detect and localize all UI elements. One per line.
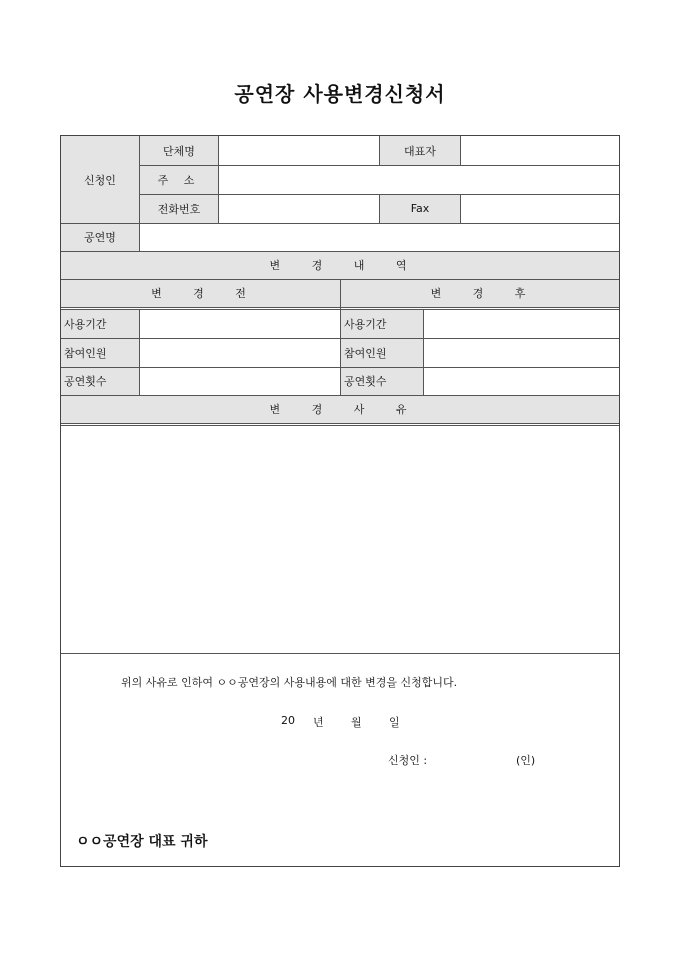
grid-line bbox=[139, 165, 619, 166]
after-row-label: 공연횟수 bbox=[341, 367, 423, 395]
date-year: 년 bbox=[313, 716, 324, 729]
address-field[interactable] bbox=[219, 165, 619, 194]
org-name-field[interactable] bbox=[219, 136, 379, 165]
before-period-field[interactable] bbox=[140, 310, 340, 338]
grid-line bbox=[460, 194, 461, 223]
phone-field[interactable] bbox=[219, 194, 379, 223]
reason-header: 변 경 사 유 bbox=[61, 395, 619, 423]
grid-line bbox=[340, 279, 341, 395]
phone-label: 전화번호 bbox=[140, 194, 218, 223]
grid-line bbox=[61, 395, 619, 396]
before-row-label: 공연횟수 bbox=[61, 367, 139, 395]
reason-field[interactable] bbox=[61, 426, 619, 653]
seal-mark: (인) bbox=[516, 754, 536, 767]
after-count-field[interactable] bbox=[424, 367, 619, 395]
grid-line bbox=[61, 223, 619, 224]
document-title: 공연장 사용변경신청서 bbox=[234, 82, 446, 106]
fax-label: Fax bbox=[380, 194, 460, 223]
signature-label: 신청인 : bbox=[388, 754, 428, 767]
org-name-label: 단체명 bbox=[140, 136, 218, 165]
date-year-prefix: 20 bbox=[281, 714, 295, 727]
grid-line bbox=[379, 194, 380, 223]
grid-line bbox=[61, 251, 619, 252]
date-day: 일 bbox=[389, 716, 400, 729]
grid-line bbox=[139, 310, 140, 395]
performance-name-label: 공연명 bbox=[61, 223, 139, 251]
after-period-field[interactable] bbox=[424, 310, 619, 338]
representative-label: 대표자 bbox=[380, 136, 460, 165]
grid-double-line bbox=[61, 423, 619, 426]
after-row-label: 참여인원 bbox=[341, 338, 423, 367]
date-month: 월 bbox=[351, 716, 362, 729]
before-participants-field[interactable] bbox=[140, 338, 340, 367]
statement-text: 위의 사유로 인하여 ㅇㅇ공연장의 사용내용에 대한 변경을 신청합니다. bbox=[121, 676, 458, 689]
grid-line bbox=[218, 136, 219, 223]
before-count-field[interactable] bbox=[140, 367, 340, 395]
grid-line bbox=[423, 310, 424, 395]
representative-field[interactable] bbox=[461, 136, 619, 165]
before-row-label: 사용기간 bbox=[61, 310, 139, 338]
applicant-label: 신청인 bbox=[61, 136, 139, 223]
grid-line bbox=[61, 653, 619, 654]
grid-line bbox=[379, 136, 380, 165]
performance-name-field[interactable] bbox=[140, 223, 619, 251]
application-form bbox=[60, 135, 620, 867]
after-participants-field[interactable] bbox=[424, 338, 619, 367]
before-row-label: 참여인원 bbox=[61, 338, 139, 367]
change-details-header: 변 경 내 역 bbox=[61, 251, 619, 279]
grid-line bbox=[139, 136, 140, 251]
grid-line bbox=[460, 136, 461, 165]
address-label: 주 소 bbox=[140, 165, 218, 194]
after-header: 변 경 후 bbox=[341, 279, 619, 307]
before-header: 변 경 전 bbox=[61, 279, 340, 307]
addressee: ㅇㅇ공연장 대표 귀하 bbox=[76, 834, 208, 850]
after-row-label: 사용기간 bbox=[341, 310, 423, 338]
fax-field[interactable] bbox=[461, 194, 619, 223]
